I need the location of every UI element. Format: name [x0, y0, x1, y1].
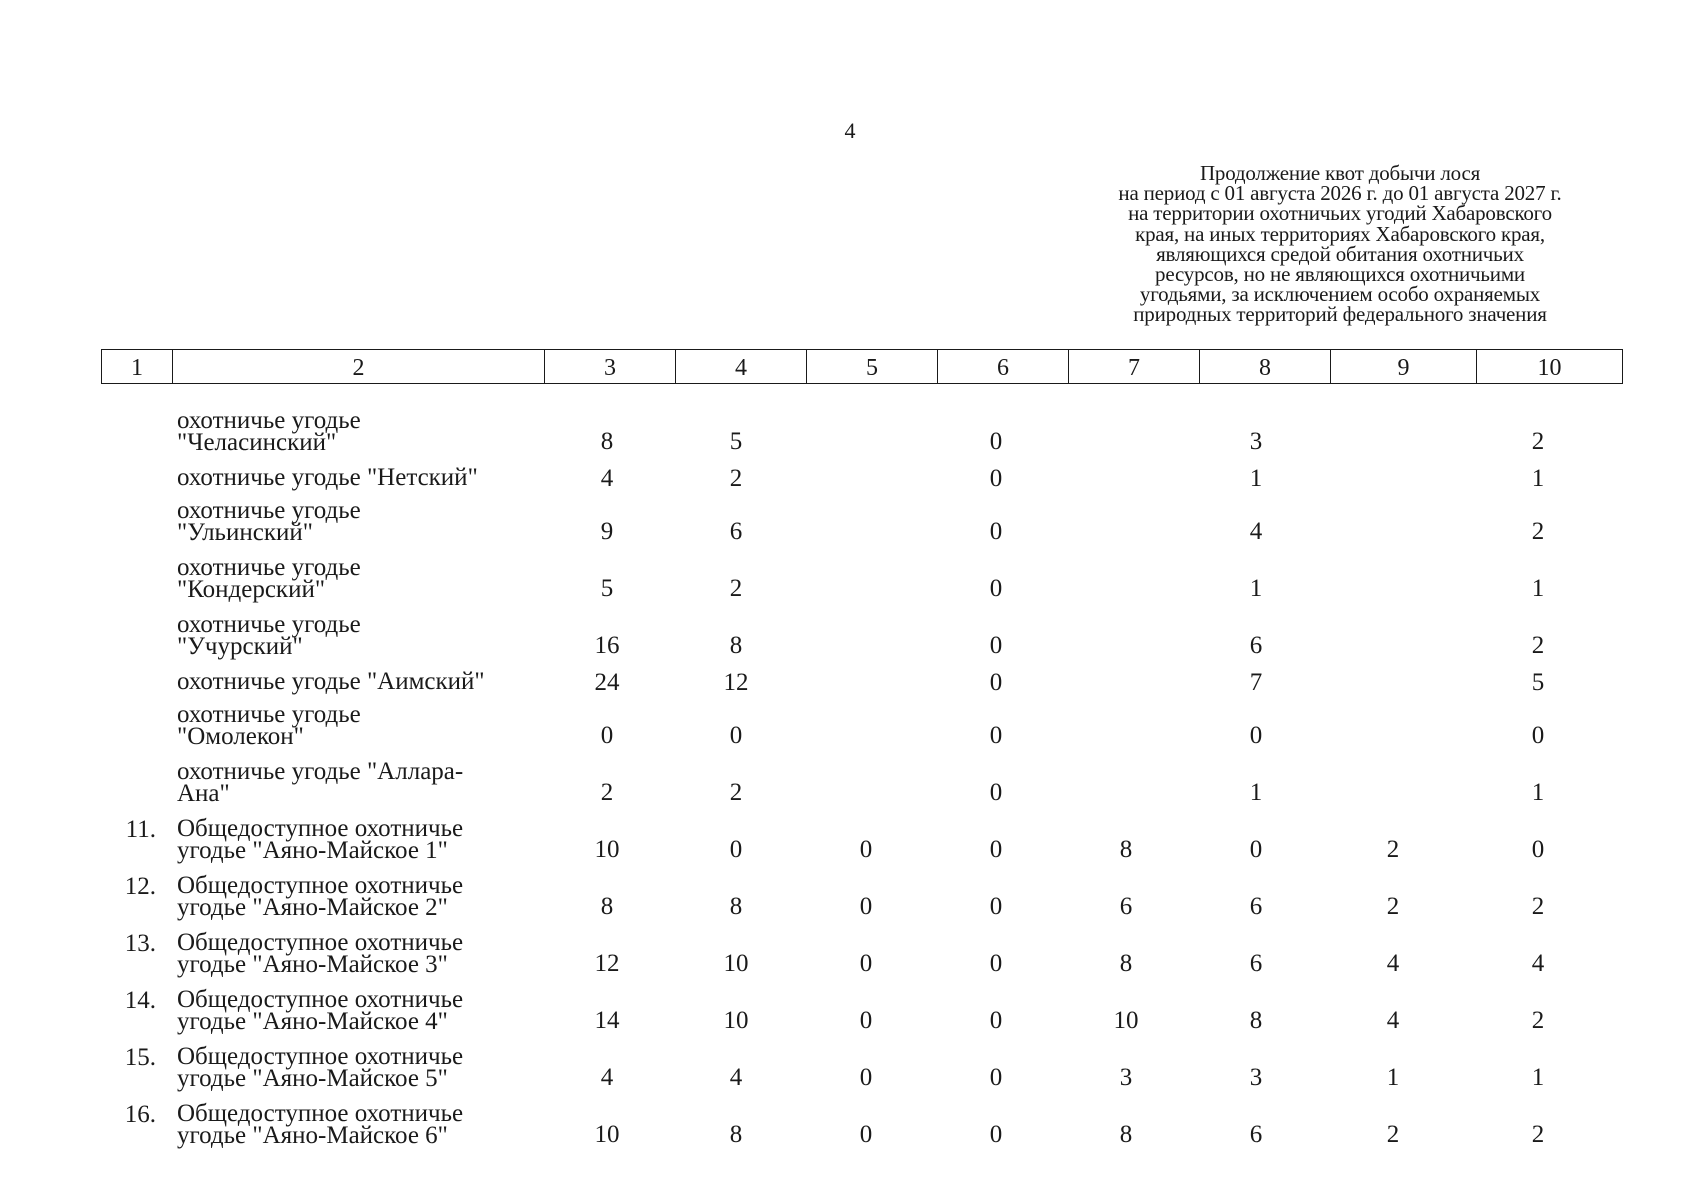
value-cell-col-8: 6 [1249, 1121, 1263, 1148]
hunting-ground-name-line: Ана" [177, 780, 230, 807]
row-number: 11. [125, 816, 156, 843]
hunting-ground-name-line: охотничье угодье "Аллара- [177, 758, 464, 785]
heading-line: на период с 01 августа 2026 г. до 01 августа 2027 г. [1118, 181, 1562, 206]
hunting-ground-name [177, 758, 557, 807]
value-cell-col-9: 2 [1386, 1121, 1400, 1148]
heading-line: природных территорий федерального значения [1133, 302, 1547, 327]
value-cell-col-3: 24 [594, 669, 620, 696]
value-cell-col-8: 1 [1249, 575, 1263, 602]
hunting-ground-name-line: "Кондерский" [177, 576, 326, 603]
hunting-ground-name [177, 611, 557, 660]
page-number: 4 [844, 118, 856, 143]
hunting-ground-name-line: охотничье угодье "Аимский" [177, 668, 485, 695]
value-cell-col-4: 2 [729, 575, 743, 602]
heading-line: на территории охотничьих угодий Хабаровского [1128, 201, 1552, 226]
value-cell-col-3: 8 [600, 893, 614, 920]
hunting-ground-name-line: Общедоступное охотничье [177, 815, 464, 842]
heading-line: являющихся средой обитания охотничьих [1156, 241, 1524, 266]
hunting-ground-name [177, 815, 557, 864]
value-cell-col-3: 14 [594, 1007, 620, 1034]
value-cell-col-6: 0 [989, 722, 1003, 749]
hunting-ground-name [177, 497, 557, 546]
value-cell-col-9: 2 [1386, 893, 1400, 920]
value-cell-col-8: 8 [1249, 1007, 1263, 1034]
hunting-ground-name-line: Общедоступное охотничье [177, 986, 464, 1013]
value-cell-col-10: 2 [1531, 632, 1545, 659]
heading-line: угодьями, за исключением особо охраняемых [1139, 282, 1541, 307]
column-header: 6 [938, 350, 1069, 384]
value-cell-col-5: 0 [859, 1121, 873, 1148]
value-cell-col-3: 2 [600, 779, 614, 806]
value-cell-col-3: 9 [600, 518, 614, 545]
value-cell-col-6: 0 [989, 632, 1003, 659]
column-header: 7 [1069, 350, 1200, 384]
value-cell-col-10: 2 [1531, 1007, 1545, 1034]
value-cell-col-7: 3 [1119, 1064, 1133, 1091]
hunting-ground-name [177, 986, 557, 1035]
hunting-ground-name-line: охотничье угодье [177, 554, 361, 581]
hunting-ground-name-line: охотничье угодье [177, 611, 361, 638]
value-cell-col-4: 8 [729, 893, 743, 920]
value-cell-col-4: 4 [729, 1064, 743, 1091]
value-cell-col-8: 3 [1249, 1064, 1263, 1091]
value-cell-col-4: 5 [729, 428, 743, 455]
value-cell-col-7: 10 [1113, 1007, 1139, 1034]
value-cell-col-7: 8 [1119, 836, 1133, 863]
hunting-ground-name [177, 407, 557, 456]
value-cell-col-7: 8 [1119, 1121, 1133, 1148]
value-cell-col-6: 0 [989, 428, 1003, 455]
row-number: 13. [124, 930, 156, 957]
hunting-ground-name-line: охотничье угодье "Нетский" [177, 464, 478, 491]
value-cell-col-6: 0 [989, 950, 1003, 977]
value-cell-col-6: 0 [989, 1007, 1003, 1034]
document-heading [1040, 163, 1640, 325]
column-header: 5 [807, 350, 938, 384]
value-cell-col-6: 0 [989, 893, 1003, 920]
column-header: 3 [545, 350, 676, 384]
heading-line: ресурсов, но не являющихся охотничьими [1155, 262, 1525, 287]
hunting-ground-name-line: угодье "Аяно-Майское 2" [177, 894, 448, 921]
hunting-ground-name-line: угодье "Аяно-Майское 1" [177, 837, 448, 864]
heading-line: Продолжение квот добычи лося [1199, 161, 1481, 185]
hunting-ground-name-line: угодье "Аяно-Майское 5" [177, 1065, 448, 1092]
value-cell-col-3: 10 [594, 836, 620, 863]
hunting-ground-name [177, 554, 557, 603]
column-header: 10 [1477, 350, 1623, 384]
hunting-ground-name-line: охотничье угодье [177, 497, 361, 524]
value-cell-col-6: 0 [989, 1121, 1003, 1148]
hunting-ground-name [177, 1100, 557, 1149]
hunting-ground-name-line: угодье "Аяно-Майское 6" [177, 1122, 448, 1149]
value-cell-col-6: 0 [989, 1064, 1003, 1091]
hunting-ground-name-line: Общедоступное охотничье [177, 1043, 464, 1070]
value-cell-col-3: 8 [600, 428, 614, 455]
hunting-ground-name [177, 668, 557, 695]
value-cell-col-8: 1 [1249, 465, 1263, 492]
value-cell-col-8: 1 [1249, 779, 1263, 806]
value-cell-col-6: 0 [989, 779, 1003, 806]
hunting-ground-name [177, 872, 557, 921]
value-cell-col-6: 0 [989, 575, 1003, 602]
value-cell-col-5: 0 [859, 836, 873, 863]
value-cell-col-10: 2 [1531, 428, 1545, 455]
column-header: 4 [676, 350, 807, 384]
value-cell-col-10: 1 [1531, 779, 1545, 806]
hunting-ground-name-line: "Омолекон" [177, 723, 304, 750]
value-cell-col-4: 0 [729, 722, 743, 749]
value-cell-col-9: 2 [1386, 836, 1400, 863]
value-cell-col-4: 2 [729, 779, 743, 806]
value-cell-col-10: 2 [1531, 518, 1545, 545]
column-header: 2 [173, 350, 545, 384]
value-cell-col-10: 0 [1531, 722, 1545, 749]
value-cell-col-4: 8 [729, 1121, 743, 1148]
hunting-ground-name-line: Общедоступное охотничье [177, 929, 464, 956]
value-cell-col-10: 1 [1531, 465, 1545, 492]
hunting-ground-name-line: охотничье угодье [177, 701, 361, 728]
value-cell-col-3: 0 [600, 722, 614, 749]
value-cell-col-3: 12 [594, 950, 620, 977]
row-number: 15. [124, 1044, 156, 1071]
value-cell-col-5: 0 [859, 893, 873, 920]
hunting-ground-name-line: Общедоступное охотничье [177, 1100, 464, 1127]
hunting-ground-name [177, 464, 557, 491]
value-cell-col-6: 0 [989, 518, 1003, 545]
hunting-ground-name-line: "Ульинский" [177, 519, 313, 546]
value-cell-col-6: 0 [989, 465, 1003, 492]
value-cell-col-3: 5 [600, 575, 614, 602]
value-cell-col-10: 4 [1531, 950, 1545, 977]
hunting-ground-name-line: угодье "Аяно-Майское 3" [177, 951, 448, 978]
row-number: 14. [124, 987, 156, 1014]
value-cell-col-8: 6 [1249, 893, 1263, 920]
value-cell-col-10: 0 [1531, 836, 1545, 863]
column-header: 1 [102, 350, 173, 384]
value-cell-col-3: 10 [594, 1121, 620, 1148]
value-cell-col-8: 6 [1249, 632, 1263, 659]
hunting-ground-name-line: "Челасинский" [177, 429, 337, 456]
hunting-ground-name-line: Общедоступное охотничье [177, 872, 464, 899]
value-cell-col-5: 0 [859, 1007, 873, 1034]
value-cell-col-4: 10 [723, 1007, 749, 1034]
value-cell-col-9: 4 [1386, 1007, 1400, 1034]
value-cell-col-6: 0 [989, 836, 1003, 863]
value-cell-col-8: 3 [1249, 428, 1263, 455]
value-cell-col-10: 2 [1531, 1121, 1545, 1148]
value-cell-col-4: 8 [729, 632, 743, 659]
value-cell-col-3: 4 [600, 465, 614, 492]
value-cell-col-4: 0 [729, 836, 743, 863]
value-cell-col-9: 1 [1386, 1064, 1400, 1091]
value-cell-col-4: 10 [723, 950, 749, 977]
value-cell-col-10: 5 [1531, 669, 1545, 696]
value-cell-col-3: 4 [600, 1064, 614, 1091]
row-number: 16. [124, 1101, 156, 1128]
value-cell-col-5: 0 [859, 1064, 873, 1091]
hunting-ground-name [177, 929, 557, 978]
value-cell-col-4: 12 [723, 669, 749, 696]
heading-line: края, на иных территориях Хабаровского края, [1135, 221, 1545, 246]
row-number: 12. [124, 873, 156, 900]
value-cell-col-8: 4 [1249, 518, 1263, 545]
value-cell-col-6: 0 [989, 669, 1003, 696]
value-cell-col-9: 4 [1386, 950, 1400, 977]
column-number-header [101, 349, 1623, 384]
hunting-ground-name [177, 1043, 557, 1092]
value-cell-col-8: 0 [1249, 836, 1263, 863]
hunting-ground-name [177, 701, 557, 750]
value-cell-col-10: 1 [1531, 575, 1545, 602]
column-header: 8 [1200, 350, 1331, 384]
value-cell-col-8: 6 [1249, 950, 1263, 977]
value-cell-col-7: 6 [1119, 893, 1133, 920]
value-cell-col-8: 0 [1249, 722, 1263, 749]
hunting-ground-name-line: охотничье угодье [177, 407, 361, 434]
hunting-ground-name-line: "Учурский" [177, 633, 303, 660]
value-cell-col-10: 2 [1531, 893, 1545, 920]
value-cell-col-4: 2 [729, 465, 743, 492]
value-cell-col-5: 0 [859, 950, 873, 977]
value-cell-col-8: 7 [1249, 669, 1263, 696]
value-cell-col-7: 8 [1119, 950, 1133, 977]
column-header: 9 [1331, 350, 1477, 384]
value-cell-col-10: 1 [1531, 1064, 1545, 1091]
value-cell-col-4: 6 [729, 518, 743, 545]
value-cell-col-3: 16 [594, 632, 620, 659]
hunting-ground-name-line: угодье "Аяно-Майское 4" [177, 1008, 448, 1035]
